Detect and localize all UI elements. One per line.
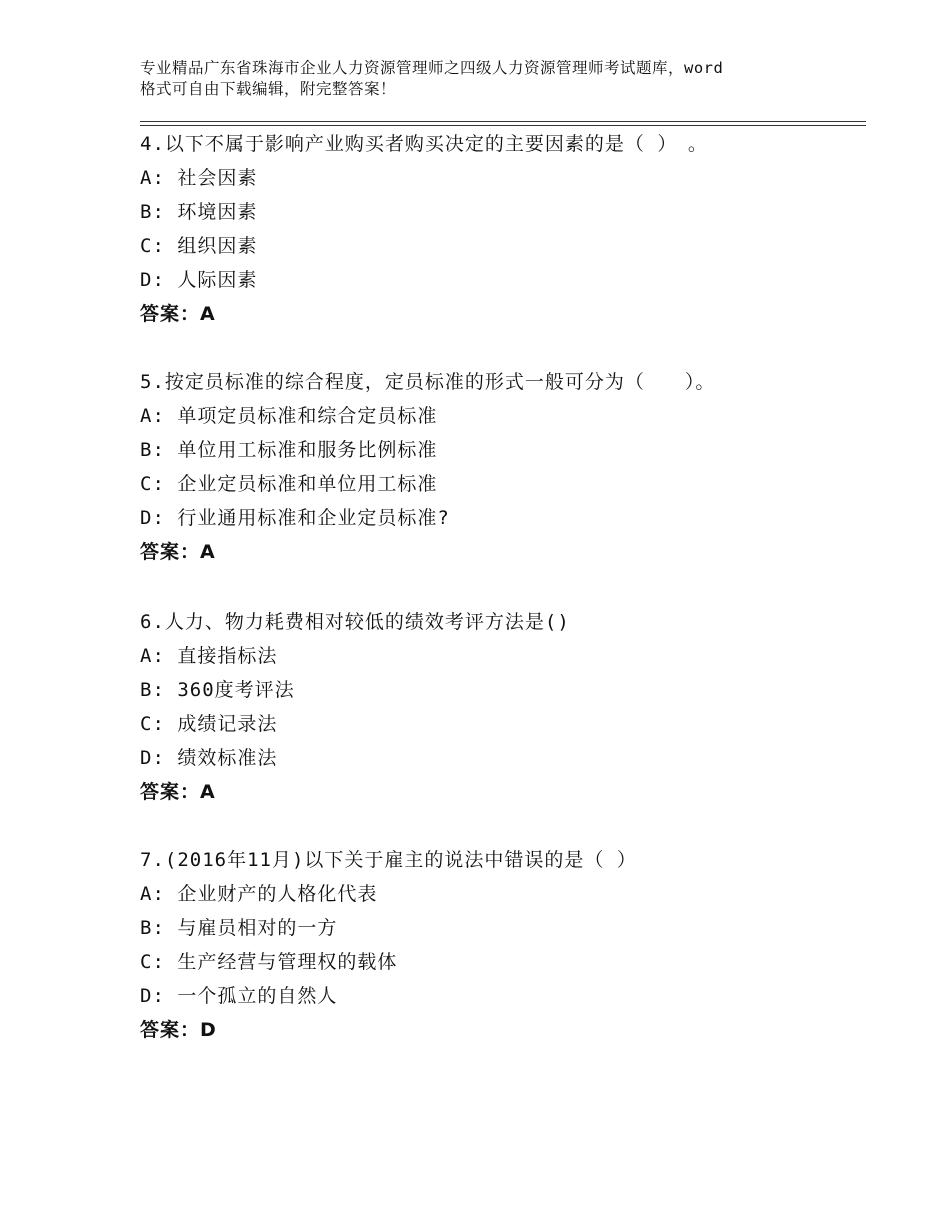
answer-line: 答案：A [140, 781, 216, 803]
document-header [140, 58, 840, 100]
option-c: C: 组织因素 [140, 235, 258, 257]
option-c: C: 生产经营与管理权的载体 [140, 951, 398, 973]
option-d: D: 一个孤立的自然人 [140, 985, 338, 1007]
option-d: D: 人际因素 [140, 269, 258, 291]
header-divider-top [140, 121, 866, 122]
option-c: C: 企业定员标准和单位用工标准 [140, 473, 438, 495]
question-block [140, 365, 860, 569]
option-b: B: 360度考评法 [140, 679, 295, 701]
option-b: B: 单位用工标准和服务比例标准 [140, 439, 438, 461]
option-c: C: 成绩记录法 [140, 713, 278, 735]
question-stem: 4.以下不属于影响产业购买者购买决定的主要因素的是（ ） 。 [140, 133, 708, 155]
option-a: A: 单项定员标准和综合定员标准 [140, 405, 438, 427]
question-stem: 7.(2016年11月)以下关于雇主的说法中错误的是（ ） [140, 849, 637, 871]
question-block [140, 843, 860, 1047]
option-b: B: 与雇员相对的一方 [140, 917, 338, 939]
option-d: D: 绩效标准法 [140, 747, 278, 769]
answer-line: 答案：A [140, 541, 216, 563]
question-stem: 5.按定员标准的综合程度，定员标准的形式一般可分为（ ）。 [140, 371, 716, 393]
question-stem: 6.人力、物力耗费相对较低的绩效考评方法是() [140, 611, 570, 633]
question-block [140, 127, 860, 331]
option-a: A: 社会因素 [140, 167, 258, 189]
answer-line: 答案：D [140, 1019, 217, 1041]
question-block [140, 605, 860, 809]
option-d: D: 行业通用标准和企业定员标准? [140, 507, 450, 529]
answer-line: 答案：A [140, 303, 216, 325]
option-a: A: 直接指标法 [140, 645, 278, 667]
option-a: A: 企业财产的人格化代表 [140, 883, 378, 905]
option-b: B: 环境因素 [140, 201, 258, 223]
header-title-line-1: 专业精品广东省珠海市企业人力资源管理师之四级人力资源管理师考试题库，word [140, 59, 724, 77]
header-title-line-2: 格式可自由下载编辑，附完整答案！ [140, 80, 397, 98]
header-divider-bottom [140, 125, 866, 126]
